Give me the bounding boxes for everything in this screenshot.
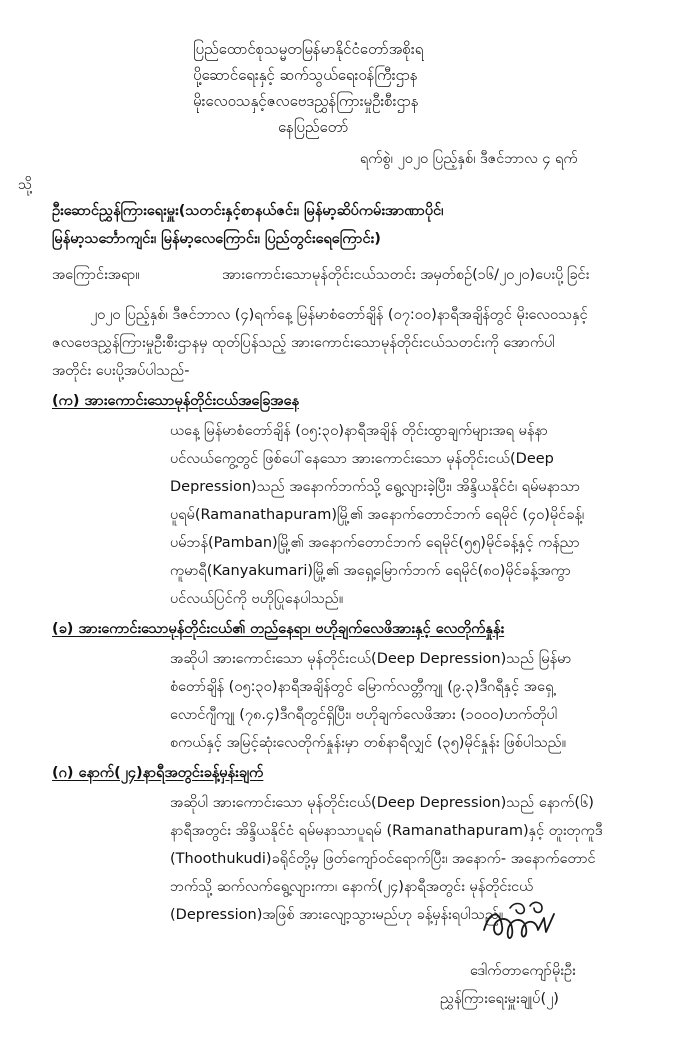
section-b-line: စကယ်နှင့် အမြင့်ဆုံးလေတိုက်နှုန်းမှာ တစ်နာရီလျှင် (၃၅)မိုင်နှုန်း ဖြစ်ပါသည်။ xyxy=(170,735,567,751)
section-a-line: Depression)သည် အနောက်ဘက်သို့ ရွေ့လျားခဲ့ပြီး၊ အိန္ဒိယနိုင်ငံ၊ ရမ်မနာသာ xyxy=(170,479,581,495)
section-c-line: (Thoothukudi)ခရိုင်တို့မှ ဖြတ်ကျော်ဝင်ရောက်ပြီး၊ အနောက်- အနောက်တောင် xyxy=(170,851,596,867)
handwritten-signature xyxy=(480,900,560,948)
section-c-heading: (ဂ) နောက်(၂၄)နာရီအတွင်းခန့်မှန်းချက် xyxy=(52,765,264,781)
header-line-1: ပြည်ထောင်စုသမ္မတမြန်မာနိုင်ငံတော်အစိုးရ xyxy=(193,40,424,58)
section-c-line: နာရီအတွင်း အိန္ဒိယနိုင်ငံ ရမ်မနာသာပူရမ် (Ramanathapuram)နှင့် တူးတုကူဒီ xyxy=(170,823,603,839)
section-a-line: ယနေ့ မြန်မာစံတော်ချိန် (၀၅:၃၀)နာရီအချိန် တိုင်းထွာချက်များအရ မန်နာ xyxy=(170,423,548,439)
section-c-line: အဆိုပါ အားကောင်းသော မုန်တိုင်းငယ်(Deep Depression)သည် နောက်(၆) xyxy=(170,795,594,811)
header-line-4: နေပြည်တော် xyxy=(278,118,349,136)
header-line-2: ပို့ဆောင်ရေးနှင့် ဆက်သွယ်ရေးဝန်ကြီးဌာန xyxy=(193,66,418,84)
subject-text: အားကောင်းသောမုန်တိုင်းငယ်သတင်း အမှတ်စဉ်(၁၆/၂၀၂၀)ပေးပို့ခြင်း xyxy=(222,267,590,283)
section-b-line: အဆိုပါ အားကောင်းသော မုန်တိုင်းငယ်(Deep Depression)သည် မြန်မာ xyxy=(170,651,572,667)
section-b-line: စံတော်ချိန် (၀၅:၃၀)နာရီအချိန်တွင် မြောက်လတ္တီကျု (၉.၃)ဒီဂရီနှင့် အရှေ့ xyxy=(170,679,554,695)
section-b-heading: (ခ) အားကောင်းသောမုန်တိုင်းငယ်၏ တည်နေရာ၊ ဗဟိုချက်လေဖိအားနှင့် လေတိုက်နှုန်း xyxy=(52,621,505,637)
signatory-name: ဒေါက်တာကျော်မိုးဦး xyxy=(470,963,576,979)
header-line-3: မိုးလေဝသနှင့်ဇလဗေဒညွှန်ကြားမှုဦးစီးဌာန xyxy=(193,92,419,110)
section-a-line: ပင်လယ်ကွေ့တွင် ဖြစ်ပေါ်နေသော အားကောင်းသော မုန်တိုင်းငယ်(Deep xyxy=(170,451,554,467)
document-date: ရက်စွဲ၊ ၂၀၂၀ ပြည့်နှစ်၊ ဒီဇင်ဘာလ ၄ ရက် xyxy=(360,151,578,167)
section-a-line: ကူမာရီ(Kanyakumari)မြို့၏ အရှေ့မြောက်ဘက် ရေမိုင်(၈၀)မိုင်ခန့်အကွာ xyxy=(170,563,571,579)
subject-label: အကြောင်းအရာ။ xyxy=(52,267,140,283)
section-c-line: (Depression)အဖြစ် အားလျော့သွားမည်ဟု ခန့်မှန်းရပါသည်။ xyxy=(170,907,504,923)
intro-line-1: ၂၀၂၀ ပြည့်နှစ်၊ ဒီဇင်ဘာလ (၄)ရက်နေ့ မြန်မာစံတော်ချိန် (၀၇:၀၀)နာရီအချိန်တွင် မိုးလေဝသနှင့် xyxy=(90,307,588,323)
recipient-line-1: ဦးဆောင်ညွှန်ကြားရေးမှူး(သတင်းနှင့်စာနယ်ဇင်း၊ မြန်မာ့ဆိပ်ကမ်းအာဏာပိုင်၊ xyxy=(52,203,444,219)
section-b-line: လောင်ဂျီကျု (၇၈.၄)ဒီဂရီတွင်ရှိပြီး၊ ဗဟိုချက်လေဖိအား (၁၀၀၀)ဟက်တိုပါ xyxy=(170,707,558,723)
section-a-line: ပူရမ်(Ramanathapuram)မြို့၏ အနောက်တောင်ဘက် ရေမိုင် (၄၀)မိုင်ခန့်၊ xyxy=(170,507,585,523)
intro-line-3: အတိုင်း ပေးပို့အပ်ပါသည်- xyxy=(52,363,190,379)
section-c-line: ဘက်သို့ ဆက်လက်ရွေ့လျားကာ၊ နောက်(၂၄)နာရီအတွင်း မုန်တိုင်းငယ် xyxy=(170,879,534,895)
signatory-title: ညွှန်ကြားရေးမှူးချုပ်(၂) xyxy=(440,991,559,1007)
section-a-line: ပင်လယ်ပြင်ကို ဗဟိုပြုနေပါသည်။ xyxy=(170,591,344,607)
intro-line-2: ဇလဗေဒညွှန်ကြားမှုဦးစီးဌာနမှ ထုတ်ပြန်သည့် အားကောင်းသောမုန်တိုင်းငယ်သတင်းကို အောက်ပါ xyxy=(52,335,555,351)
to-label: သို့ xyxy=(18,177,33,193)
section-a-line: ပမ်ဘန်(Pamban)မြို့၏ အနောက်တောင်ဘက် ရေမိုင်(၅၅)မိုင်ခန့်နှင့် ကန်ညာ xyxy=(170,535,580,551)
recipient-line-2: မြန်မာ့သင်္ဘောကျင်း၊ မြန်မာ့လေကြောင်း၊ ပြည်တွင်းရေကြောင်း) xyxy=(52,231,381,247)
section-a-heading: (က) အားကောင်းသောမုန်တိုင်းငယ်အခြေအနေ xyxy=(52,393,299,409)
